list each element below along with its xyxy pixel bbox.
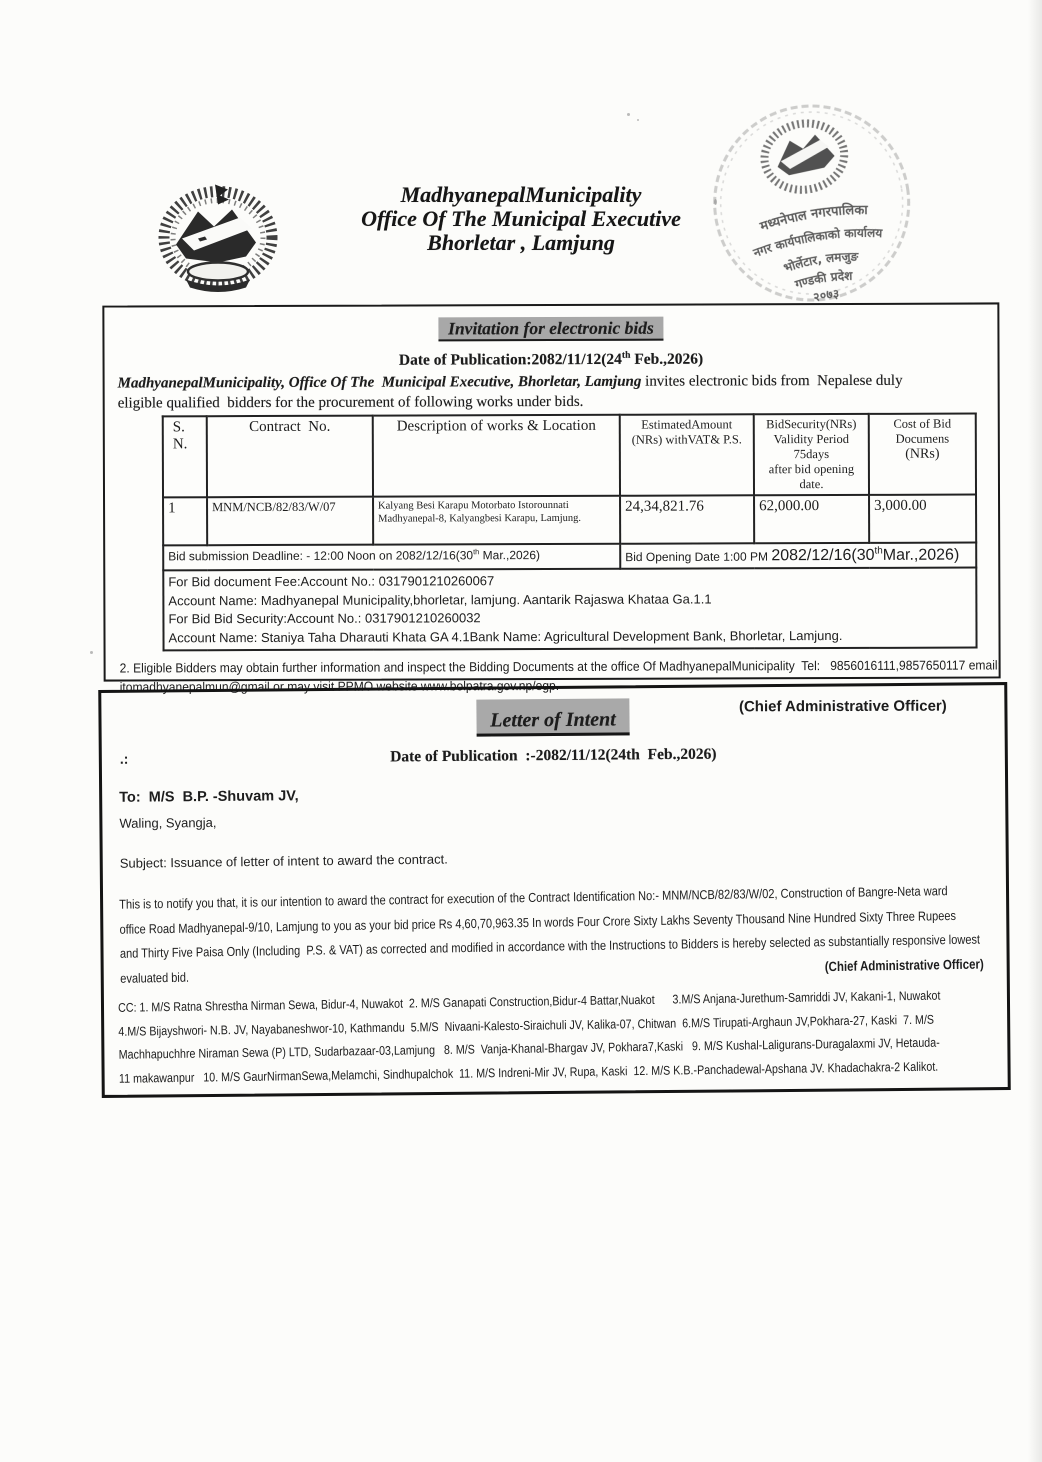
body-line-2: office Road Madhyanepal-9/10, Lamjung to you as your bid price Rs 4,60,70,963.35 In words Four Crore Sixty Lakhs Seventy Thousand Nine Hundred Sixty Three Rupees [119, 907, 957, 937]
letter-body [119, 878, 989, 990]
col-header-description: Description of works & Location [373, 415, 620, 497]
cell-contract-no: MNM/NCB/82/83/W/07 [207, 497, 373, 546]
cc-line-1: CC: 1. M/S Ratna Shrestha Nirman Sewa, Bidur-4, Nuwakot 2. M/S Ganapati Construction,Bidur-4 Battar,Nuakot 3.M/S Anjana-Jurethum-Samriddi JV, Kakani-1, Nuwakot [117, 988, 941, 1015]
cell-estimated-amount: 24,34,821.76 [620, 495, 754, 543]
invitation-title: Invitation for electronic bids [438, 317, 664, 342]
scan-speck [90, 651, 93, 654]
account-line: For Bid Bid Security:Account No.: 0317901210260032 [168, 610, 481, 627]
cc-line-2: 4.M/S Bijayshwori- N.B. JV, Nayabaneshwor-10, Kathmandu 5.M/S Nivaani-Kalesto-Siraichuli JV, Kalika-07, Chitwan 6.M/S Tirupati-Arghaun JV,Pokhara-27, Kaski 7. M/S [118, 1012, 935, 1039]
col-header-contract-no: Contract No. [207, 416, 373, 498]
cao-signature-invitation: (Chief Administrative Officer) [738, 698, 947, 716]
stamp-text-line3: भोर्लेटार, लमजुङ [781, 249, 859, 276]
invitation-publication-date: Date of Publication:2082/11/12(24th Feb.,2026) [398, 349, 704, 369]
bid-table-header-row [163, 414, 976, 498]
stamp-text-line2: नगर कार्यपालिकाको कार्यालय [751, 225, 883, 261]
scan-speck [714, 199, 717, 205]
col-header-bid-security: BidSecurity(NRs) Validity Period 75days after bid opening date. [754, 414, 869, 495]
stamp-text-line4: गण्डकी प्रदेश [793, 268, 853, 292]
cell-bid-security: 62,000.00 [754, 495, 869, 543]
stamp-text-line5: २०७३ [811, 286, 840, 305]
office-location: Bhorletar , Lamjung [427, 230, 615, 255]
cc-list [118, 984, 995, 1091]
invitation-section [102, 302, 1001, 716]
intro-line-1: MadhyanepalMunicipality, Office Of The Municipal Executive, Bhorletar, Lamjung invites electronic bids from Nepalese duly [117, 372, 903, 392]
body-line-1: This is to notify you that, it is our intention to award the contract for execution of the Contract Identification No:- MNM/NCB/82/83/W/02, Construction of Bangre-Neta ward [119, 883, 948, 912]
note-line-2: itomadhyanepalmun@gmail or may visit PPMO website www.bolpatra.gov.np/egp. [119, 678, 560, 695]
margin-mark: .: [119, 750, 129, 767]
col-header-estimated-amount: EstimatedAmount (NRs) withVAT& P.S. [620, 414, 754, 495]
cell-sn: 1 [163, 497, 207, 545]
svg-text:२०७३ [812, 286, 841, 305]
note-line-1: 2. Eligible Bidders may obtain further information and inspect the Bidding Documents at the office Of MadhyanepalMunicipality Tel: 9856016111,9857650117 email: [119, 657, 1001, 676]
cao-signature-letter: (Chief Administrative Officer) [824, 956, 984, 974]
bid-opening-date: Bid Opening Date 1:00 PM 2082/12/16(30thMar.,2026) [620, 543, 976, 570]
letter-recipient-address: Waling, Syangja, [119, 814, 217, 831]
body-line-4: evaluated bid. [120, 969, 190, 986]
cc-line-4: 11 makawanpur 10. M/S GaurNirmanSewa,Melamchi, Sindhupalchok 11. M/S Indreni-Mir JV, Rupa, Kaski 12. M/S K.B.-Panchadewal-Apshana JV. Khadachakra-2 Kalikot. [118, 1059, 939, 1086]
scan-speck [637, 119, 639, 121]
account-line: Account Name: Madhyanepal Municipality,bhorletar, lamjung. Aantarik Rajaswa Khataa Ga.1.1 [168, 591, 712, 609]
official-stamp-icon [684, 80, 939, 330]
account-line: Account Name: Staniya Taha Dharauti Khata GA 4.1Bank Name: Agricultural Development Bank, Bhorletar, Lamjung. [168, 627, 843, 646]
cc-line-3: Machhapuchhre Niraman Sewa (P) LTD, Sudarbazaar-03,Lamjung 8. M/S Vanja-Khanal-Bhargav JV, Pokhara7,Kaski 9. M/S Kushal-Laligurans-Duragalaxmi JV, Hetauda- [118, 1035, 940, 1062]
account-info [163, 568, 976, 651]
letter-of-intent-section [98, 682, 1011, 1098]
letter-subject: Subject: Issuance of letter of intent to award the contract. [119, 851, 448, 871]
bid-submission-deadline: Bid submission Deadline: - 12:00 Noon on 2082/12/16(30th Mar.,2026) [163, 544, 620, 571]
body-line-3: and Thirty Five Paisa Only (Including P.S. & VAT) as corrected and modified in accordance with the Instructions to Bidders is hereby selected as substantially responsive lowest [119, 931, 981, 961]
intro-line-2: eligible qualified bidders for the procurement of following works under bids. [117, 394, 584, 412]
cell-description: Kalyang Besi Karapu Motorbato Istorounnati Madhyanepal-8, Kalyangbesi Karapu, Lamjung. [373, 496, 620, 545]
letter-title: Letter of Intent [476, 698, 630, 736]
office-name: Office Of The Municipal Executive [361, 206, 681, 231]
account-line: For Bid document Fee:Account No.: 0317901210260067 [168, 573, 495, 590]
col-header-sn: S. N. [163, 416, 207, 497]
bid-table [162, 413, 978, 652]
cell-cost-of-bid: 3,000.00 [869, 495, 976, 543]
bid-table-data-row [163, 495, 976, 546]
stamp-text-line1: मध्यनेपाल नगरपालिका [758, 203, 868, 235]
letter-publication-date: Date of Publication :-2082/11/12(24th Feb.,2026) [390, 745, 717, 766]
scan-speck [627, 113, 630, 116]
invitation-intro [118, 371, 986, 414]
account-info-row [163, 568, 976, 651]
deadline-row [163, 543, 976, 571]
org-name: MadhyanepalMunicipality [400, 182, 642, 207]
letter-recipient: To: M/S B.P. -Shuvam JV, [119, 788, 299, 806]
col-header-cost-of-bid: Cost of Bid Documens (NRs) [869, 414, 976, 495]
